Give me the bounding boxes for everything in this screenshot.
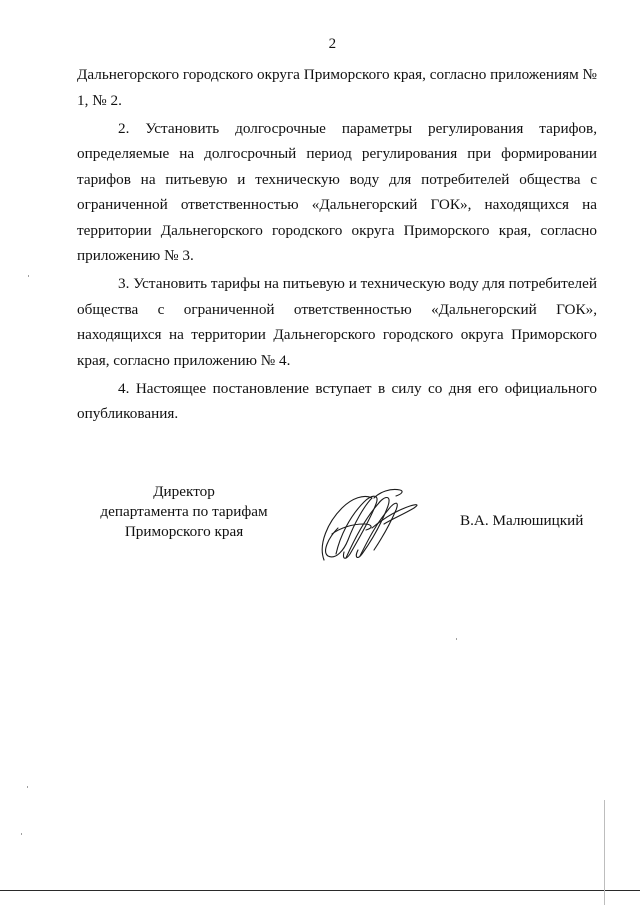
scan-speck: [21, 833, 22, 835]
scan-speck: [28, 275, 29, 277]
scan-edge-bottom: [0, 890, 640, 891]
signer-title-line-3: Приморского края: [124, 523, 244, 540]
paragraph-item-2: 2. Установить долгосрочные параметры регулирования тарифов, определяемые на долгосрочный период регулирования при формировании тарифов на питьевую и техническую воду для потребителей общества с ограниченной ответственностью «Дальнегорский ГОК», находящихся на территории Дальнегорского городского округа Приморского края, согласно приложению № 3.: [77, 119, 597, 265]
signer-title-line-1: Директор: [153, 483, 215, 500]
signer-title: [74, 482, 294, 542]
page-number: 2: [328, 36, 337, 52]
scan-speck: [27, 786, 28, 788]
paragraph-item-3: 3. Установить тарифы на питьевую и техническую воду для потребителей общества с ограниченной ответственностью «Дальнегорский ГОК», находящихся на территории Дальнегорского городского округа Приморского края, согласно приложению № 4.: [77, 275, 597, 369]
scan-speck: [456, 638, 457, 640]
signer-title-line-2: департамента по тарифам: [100, 503, 268, 520]
scan-edge-right: [604, 800, 605, 905]
signer-name: В.А. Малюшицкий: [460, 512, 584, 529]
paragraph-item-4: 4. Настоящее постановление вступает в силу со дня его официального опубликования.: [77, 379, 597, 423]
document-body: [77, 62, 597, 429]
handwritten-signature: [314, 484, 424, 566]
paragraph-continuation: Дальнегорского городского округа Приморского края, согласно приложениям № 1, № 2.: [77, 66, 597, 109]
